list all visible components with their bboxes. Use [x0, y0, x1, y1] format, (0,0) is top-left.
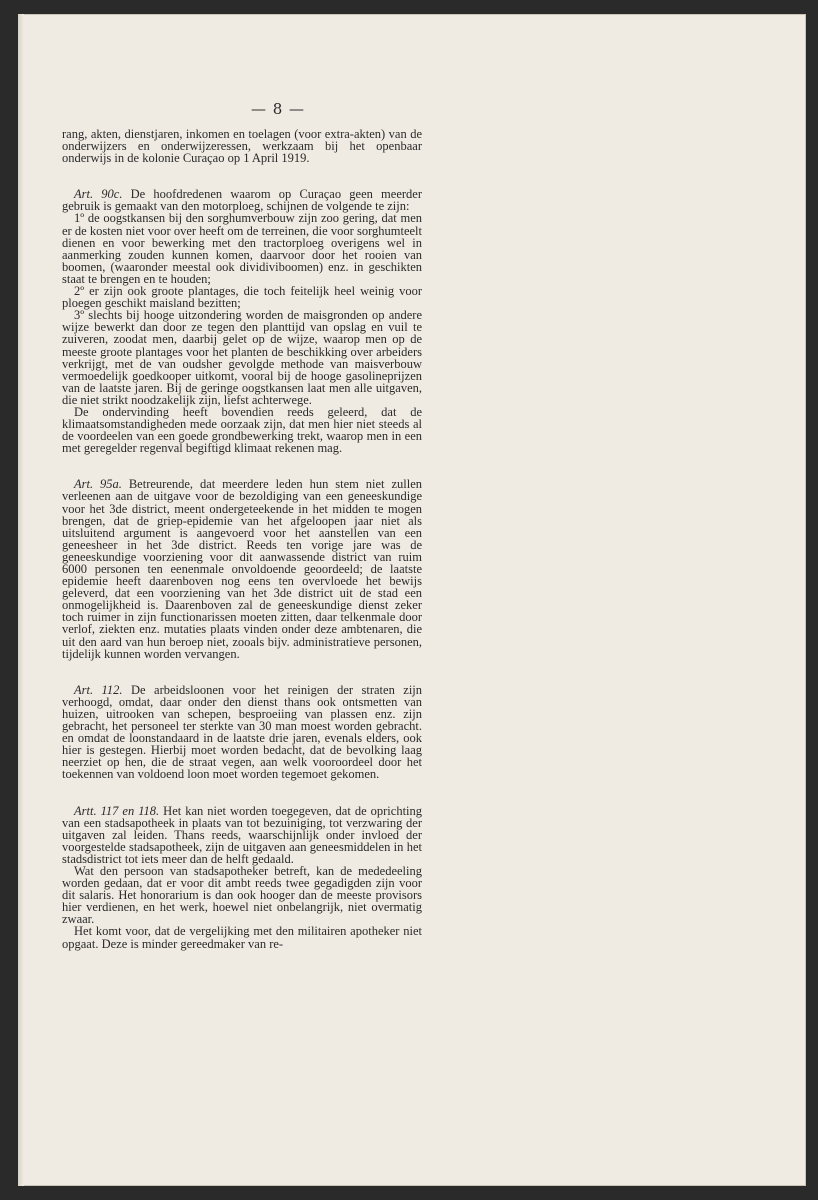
- paragraph-line: Het komt voor, dat de vergelijking met den militairen apotheker niet opgaat. Deze is minder gereedmaker van re-: [62, 924, 422, 951]
- paragraph-intro: [62, 128, 422, 164]
- paragraph-line: [62, 188, 422, 212]
- article-label: Art. 95a.: [74, 477, 122, 492]
- paragraph-line: 1º de oogstkansen bij den sorghumverbouw zijn zoo gering, dat men er de kosten niet voor over heeft om de terreinen, die voor sorghumteelt dienen en voor bewerking met den tractorploeg overigens wel in aanmerking zouden kunnen komen, daarvoor door het rooien van boomen, (waaronder meestal ook dividiviboomen) enz. in geschikten staat te brengen en te houden;: [62, 211, 422, 286]
- article-label: Art. 112.: [74, 682, 123, 697]
- body-text: [62, 128, 422, 974]
- paragraph-text: De hoofdredenen waarom op Curaçao geen meerder gebruik is gemaakt van den motorploeg, schijnen de volgende te zijn:: [62, 187, 422, 214]
- paragraph-line: [62, 805, 422, 865]
- paragraph-text: Betreurende, dat meerdere leden hun stem niet zullen verleenen aan de uitgave voor de bezoldiging van een geneeskundige voor het 3de district, meent ondergeteekende in het midden te mogen brengen, dat de griep-epidemie van het afgeloopen jaar niet als uitsluitend argument is aangevoerd voor het aanstellen van een geneesheer in het 3de district. Reeds ten vorige jare was de geneeskundige voorziening voor dit aanwassende district van ruim 6000 personen ten eenenmale onvoldoende geoordeeld; de laatste epidemie heeft daarenboven nog eens ten overvloede het bewijs geleverd, dat een voorziening van het 3de district uit de stad een onmogelijkheid is. Daarenboven zal de geneeskundige dienst zeker toch ruimer in zijn functionarissen moeten zitten, daar telkenmale door verlof, ziekten enz. mutaties plaats vinden onder deze ambtenaren, die uit den aard van hun beroep niet, zooals bijv. administratieve personen, tijdelijk kunnen worden vervangen.: [62, 477, 422, 661]
- page-edge-shadow: [18, 14, 24, 1186]
- paragraph-line: 3º slechts bij hooge uitzondering worden de maisgronden op andere wijze bewerkt dan door ze tegen den planttijd van opslag en vuil te zuiveren, zoodat men, daarbij gelet op de wijze, waarop men op de meeste groote plantages voor het planten de beschikking over arbeiders verkrijgt, met de van oudsher gevolgde methode van maisverbouw vermoedelijk goedkooper uitkomt, vooral bij de hooge gasolineprijzen van de laatste jaren. Bij de geringe oogstkansen laat men alle uitgaven, die niet strikt noodzakelijk zijn, liefst achterwege.: [62, 308, 422, 407]
- paragraph-art-95a: [62, 478, 422, 659]
- article-label: Artt. 117 en 118.: [74, 803, 160, 818]
- paragraph-art-112: [62, 684, 422, 781]
- paragraph-line: [62, 684, 422, 781]
- paragraph-art-117-118: [62, 805, 422, 950]
- paragraph-line: De ondervinding heeft bovendien reeds geleerd, dat de klimaatsomstandigheden mede oorzaak zijn, dat men hier niet steeds al de voordeelen van een goede grondbewerking trekt, waarop men in een met geregelder regenval begiftigd klimaat rekenen mag.: [62, 404, 422, 456]
- paragraph-line: Wat den persoon van stadsapotheker betreft, kan de mededeeling worden gedaan, dat er voor dit ambt reeds twee gegadigden zijn voor dit salaris. Het honorarium is dan ook hooger dan de meeste provisors hier verdienen, en het werk, hoewel niet onbelangrijk, niet overmatig zwaar.: [62, 863, 422, 927]
- paragraph-text: Het kan niet worden toegegeven, dat de oprichting van een stadsapotheek in plaats van tot bezuiniging, tot verzwaring der uitgaven zal leiden. Thans reeds, waarschijnlijk onder invloed der voorgestelde stadsapotheek, zijn de uitgaven aan geneesmiddelen in het stadsdistrict tot iets meer dan de helft gedaald.: [62, 803, 423, 866]
- document-page: [18, 14, 806, 1186]
- paragraph-line: [62, 478, 422, 659]
- paragraph-line: 2º er zijn ook groote plantages, die toch feitelijk heel weinig voor ploegen geschikt maisland bezitten;: [62, 284, 422, 311]
- paragraph-art-90c: [62, 188, 422, 454]
- article-label: Art. 90c.: [74, 187, 123, 202]
- paragraph-text: De arbeidsloonen voor het reinigen der straten zijn verhoogd, omdat, daar onder den dienst thans ook ontsmetten van huizen, uitrooken van schepen, besproeiing van plassen enz. zijn gebracht, het personeel ter sterkte van 30 man moest worden gebracht. en omdat de loonstandaard in de laatste drie jaren, evenals elders, ook hier is gestegen. Hierbij moet worden bedacht, dat de bevolking laag neerziet op hen, die de straat vegen, aan welk vooroordeel door het toekennen van voldoend loon moet worden tegemoet gekomen.: [62, 682, 423, 782]
- paragraph-line: rang, akten, dienstjaren, inkomen en toelagen (voor extra-akten) van de onderwijzers en onderwijzeressen, werkzaam bij het openbaar onderwijs in de kolonie Curaçao op 1 April 1919.: [62, 127, 422, 166]
- page-number: — 8 —: [250, 100, 306, 118]
